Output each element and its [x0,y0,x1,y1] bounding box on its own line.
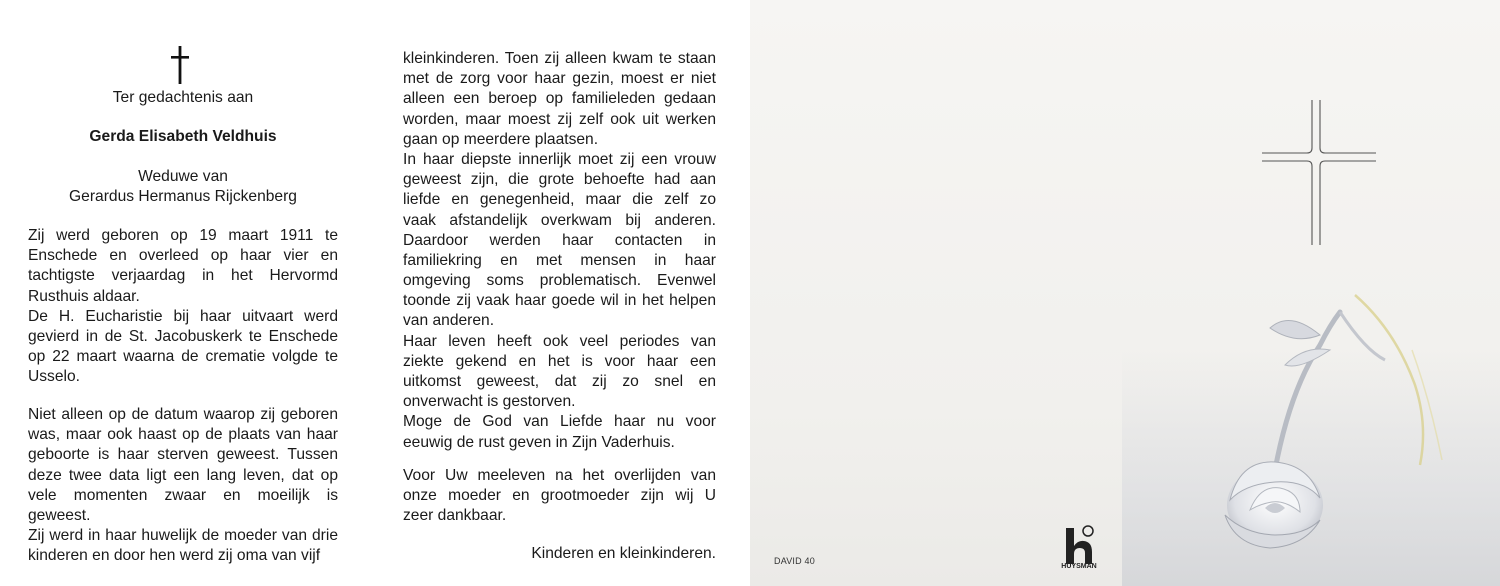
text-line: tachtigste verjaardag in het Hervormd [28,267,338,285]
text-line: ziekte gekend en het is voor haar een [403,352,716,370]
spouse-name: Gerardus Hermanus Rijckenberg [69,188,297,205]
memorial-card-cover [750,0,1500,586]
text-line: kinderen en door hen werd zij oma van vijf [28,547,321,565]
text-line: vele momenten zwaar en moeilijk is [28,486,338,504]
text-line: kleinkinderen. Toen zij alleen kwam te staan [403,50,716,67]
text-line: De H. Eucharistie bij haar uitvaart werd [28,307,338,325]
text-line: gaan op meerdere plaatsen. [403,130,599,148]
text-line: geweest zijn, die grote behoefte had aan [403,171,716,189]
text-line: deze twee data ligt een lang leven, dat op [28,466,338,484]
text-line: familiekring en met mensen in haar [403,251,716,269]
signature: Kinderen en kleinkinderen. [531,545,716,562]
text-line: van anderen. [403,312,495,330]
text-line: worden, maar moest zij zelf ook uit werken [403,110,716,128]
text-line: Moge de God van Liefde haar nu voor [403,413,716,431]
text-line: gevierd in de St. Jacobuskerk te Enschede [28,327,338,345]
text-line: Usselo. [28,368,80,386]
rose-illustration [1180,290,1500,586]
text-line: In haar diepste innerlijk moet zij een vrouw [403,150,716,168]
paragraph-birth-death [28,226,338,388]
text-line: Enschede en overleed op haar vier en [28,247,338,265]
text-line: Daardoor werden haar contacten in [403,231,716,249]
text-line: omgeving soms problematisch. Evenwel [403,272,716,290]
paragraph-life-continued [403,49,716,453]
cross-icon [1262,100,1376,245]
text-line: onze moeder en grootmoeder zijn wij U [403,487,716,505]
text-line: alleen een beroep op familieleden gedaan [403,90,716,108]
text-line: liefde en genegenheid, maar die zelf zo [403,191,716,209]
text-line: Rusthuis aldaar. [28,287,140,305]
text-line: toonde zij vaak haar goede wil in het helpen [403,292,716,310]
text-line: zeer dankbaar. [403,507,507,525]
text-line: Haar leven heeft ook veel periodes van [403,332,716,350]
text-line: op 22 maart waarna de crematie volgde te [28,348,338,366]
deceased-name: Gerda Elisabeth Veldhuis [89,128,277,145]
text-line: vaak afstandelijk overkwam bij anderen. [403,211,716,229]
text-line: geboorte is haar sterven geweest. Tussen [28,446,338,464]
model-code: DAVID 40 [774,556,815,566]
text-line: geweest. [28,506,91,524]
logo-text: HUYSMAN [1061,563,1097,570]
cross-icon [170,46,190,84]
memorial-heading: Ter gedachtenis aan [112,89,254,106]
text-line: eeuwig de rust geven in Zijn Vaderhuis. [403,433,675,451]
paragraph-life [28,405,338,567]
text-line: Voor Uw meeleven na het overlijden van [403,467,716,484]
text-line: Zij werd in haar huwelijk de moeder van drie [28,527,338,545]
text-line: Niet alleen op de datum waarop zij geboren [28,406,338,423]
text-line: met de zorg voor haar gezin, moest er niet [403,70,716,88]
widow-label: Weduwe van [138,168,228,185]
text-line: onverwacht is gestorven. [403,393,576,411]
text-line: was, maar ook haast op de plaats van haar [28,426,338,444]
text-line: Zij werd geboren op 19 maart 1911 te [28,227,338,244]
text-line: uitkomst geweest, dat zij zo snel en [403,373,716,390]
paragraph-thanks [403,466,716,527]
